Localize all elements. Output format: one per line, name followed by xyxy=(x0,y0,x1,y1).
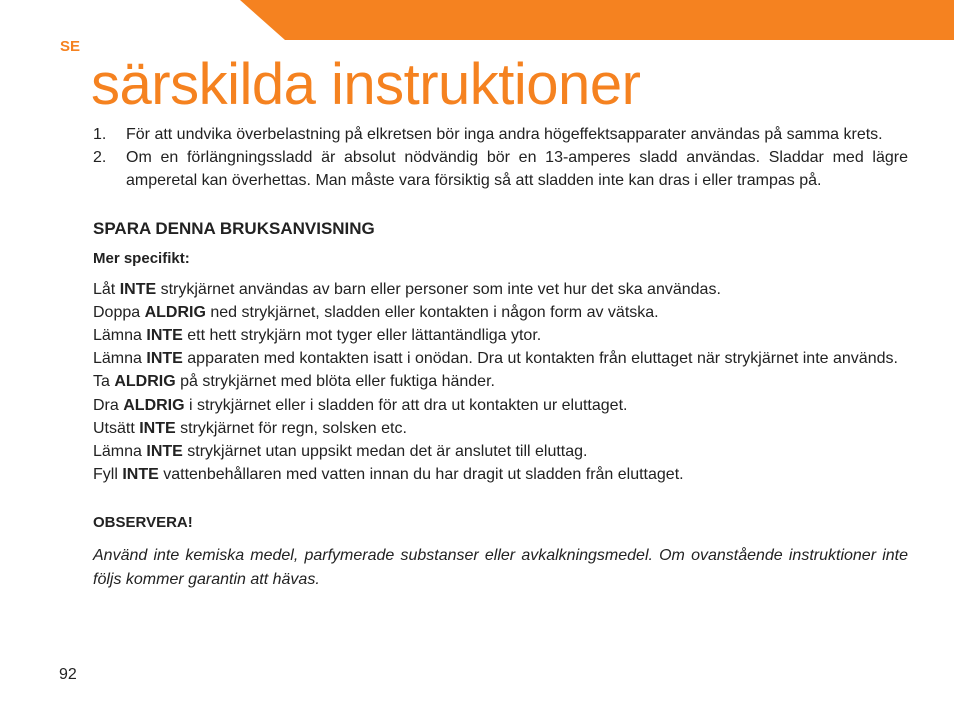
rule-emphasis: ALDRIG xyxy=(114,373,176,391)
rule-line xyxy=(93,463,908,486)
rule-text: i strykjärnet eller i sladden för att dra ut kontakten ur eluttaget. xyxy=(184,396,628,414)
rule-emphasis: INTE xyxy=(146,350,183,368)
rule-text: Fyll xyxy=(93,466,123,484)
safety-rules xyxy=(93,278,908,487)
note-text: Använd inte kemiska medel, parfymerade substanser eller avkalkningsmedel. Om ovanstående instruktioner inte följs kommer garantin att hävas. xyxy=(93,547,908,588)
subheading: Mer specifikt: xyxy=(93,249,190,267)
rule-emphasis: ALDRIG xyxy=(144,303,206,321)
header-banner xyxy=(240,0,954,40)
page-title: särskilda instruktioner xyxy=(91,52,641,117)
rule-text: ned strykjärnet, sladden eller kontakten i någon form av vätska. xyxy=(205,303,659,321)
rule-text: vattenbehållaren med vatten innan du har dragit ut sladden från eluttaget. xyxy=(158,466,684,484)
list-item xyxy=(93,123,908,146)
rule-text: Lämna xyxy=(93,350,147,368)
rule-text: apparaten med kontakten isatt i onödan. Dra ut kontakten från eluttaget när strykjärnet inte används. xyxy=(182,350,898,368)
rule-text: strykjärnet utan uppsikt medan det är anslutet till eluttag. xyxy=(182,443,588,461)
list-item xyxy=(93,146,908,192)
rule-emphasis: INTE xyxy=(119,280,157,298)
rule-text: Dra xyxy=(93,396,124,414)
instruction-list xyxy=(93,123,908,193)
page-number: 92 xyxy=(59,666,77,683)
rule-line xyxy=(93,278,908,301)
rule-text: ett hett strykjärn mot tyger eller lättantändliga ytor. xyxy=(182,327,542,345)
rule-line xyxy=(93,324,908,347)
rule-text: Lämna xyxy=(93,443,147,461)
rule-line xyxy=(93,417,908,440)
content xyxy=(93,123,908,591)
rule-text: Låt xyxy=(93,280,120,298)
note-heading: OBSERVERA! xyxy=(93,514,193,532)
rule-text: på strykjärnet med blöta eller fuktiga händer. xyxy=(175,373,495,391)
list-item-text: För att undvika överbelastning på elkretsen bör inga andra högeffektsapparater användas på samma krets. xyxy=(126,126,883,143)
rule-emphasis: ALDRIG xyxy=(123,396,185,414)
rule-text: strykjärnet användas av barn eller personer som inte vet hur det ska användas. xyxy=(156,280,721,298)
list-item-number: 1. xyxy=(93,126,107,143)
rule-line xyxy=(93,347,908,370)
rule-line xyxy=(93,301,908,324)
rule-emphasis: INTE xyxy=(139,419,176,437)
rule-emphasis: INTE xyxy=(122,466,159,484)
rule-line xyxy=(93,394,908,417)
rule-text: Ta xyxy=(93,373,115,391)
rule-line xyxy=(93,440,908,463)
language-code: SE xyxy=(60,38,81,55)
rule-emphasis: INTE xyxy=(146,443,183,461)
rule-line xyxy=(93,370,908,393)
rule-text: Doppa xyxy=(93,303,145,321)
list-item-text: Om en förlängningssladd är absolut nödvändig bör en 13-amperes sladd användas. Sladdar med lägre amperetal kan överhettas. Man måste vara försiktig så att sladden inte kan dras i eller trampas på. xyxy=(126,149,908,190)
rule-emphasis: INTE xyxy=(146,327,183,345)
list-item-number: 2. xyxy=(93,149,107,167)
rule-text: Utsätt xyxy=(93,419,140,437)
rule-text: strykjärnet för regn, solsken etc. xyxy=(175,419,407,437)
save-instructions-heading: SPARA DENNA BRUKSANVISNING xyxy=(93,218,375,238)
rule-text: Lämna xyxy=(93,327,147,345)
